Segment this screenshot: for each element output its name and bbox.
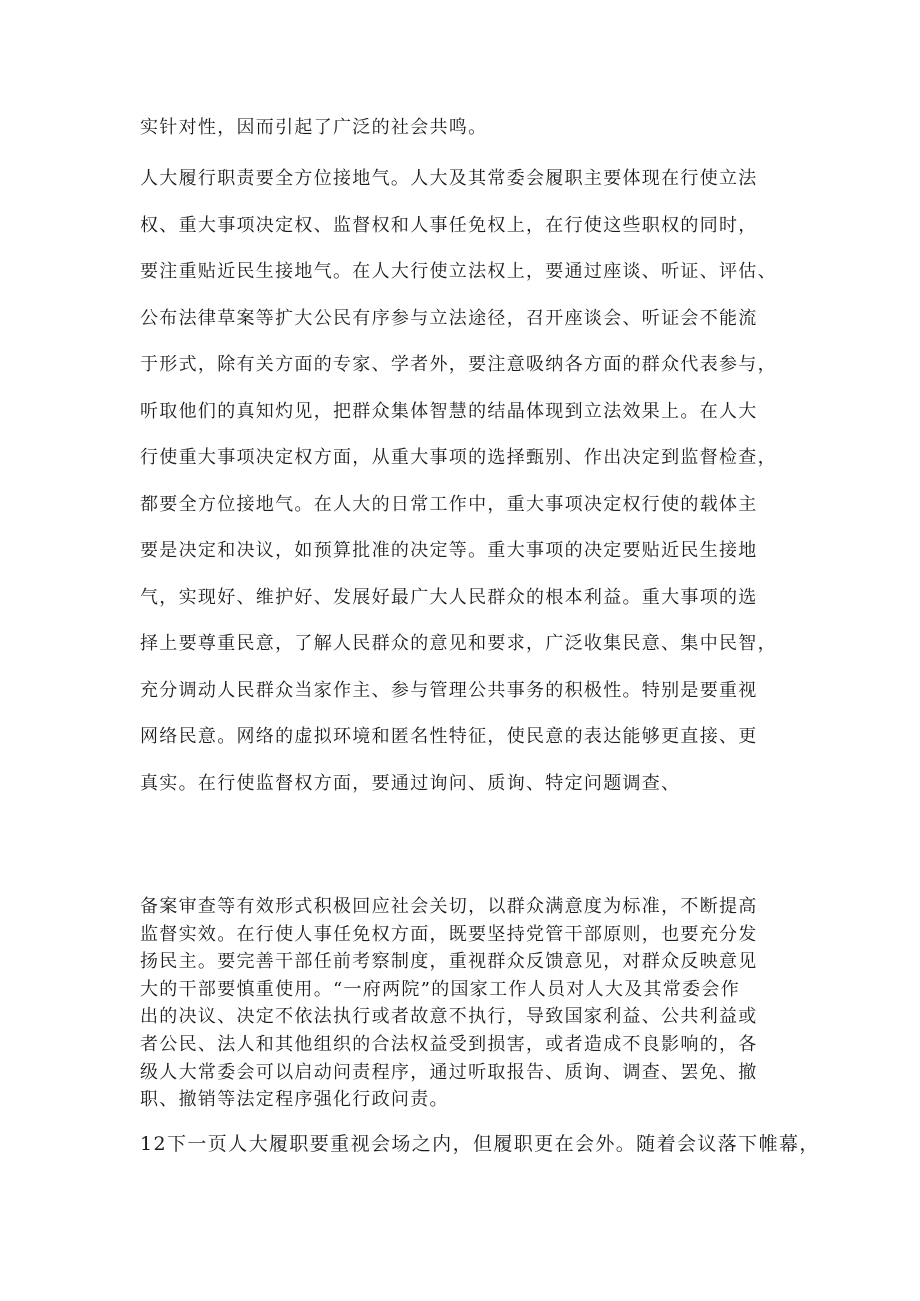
paragraph-line: 充分调动人民群众当家作主、参与管理公共事务的积极性。特别是要重视 xyxy=(140,679,758,701)
paragraph-line: 备案审查等有效形式积极回应社会关切，以群众满意度为标准，不断提高 xyxy=(140,896,758,917)
paragraph-line: 气，实现好、维护好、发展好最广大人民群众的根本利益。重大事项的选 xyxy=(140,586,758,608)
paragraph-line: 大的干部要慎重使用。“一府两院”的国家工作人员对人大及其常委会作 xyxy=(140,978,741,1000)
next-page-line: 12下一页人大履职要重视会场之内，但履职更在会外。随着会议落下帷幕， xyxy=(140,1132,820,1155)
paragraph-line: 监督实效。在行使人事任免权方面，既要坚持党管干部原则，也要充分发 xyxy=(140,923,758,945)
paragraph-line: 权、重大事项决定权、监督权和人事任免权上，在行使这些职权的同时， xyxy=(140,214,758,236)
page-1-text-block xyxy=(140,110,800,807)
paragraph-line: 择上要尊重民意，了解人民群众的意见和要求，广泛收集民意、集中民智， xyxy=(140,633,777,654)
main-paragraph xyxy=(140,156,800,807)
paragraph-line: 人大履行职责要全方位接地气。人大及其常委会履职主要体现在行使立法 xyxy=(140,168,758,189)
paragraph-line: 级人大常委会可以启动问责程序，通过听取报告、质询、调查、罢免、撤 xyxy=(140,1061,758,1083)
paragraph-line: 网络民意。网络的虚拟环境和匿名性特征，使民意的表达能够更直接、更 xyxy=(140,726,758,747)
paragraph-line: 都要全方位接地气。在人大的日常工作中，重大事项决定权行使的载体主 xyxy=(140,493,758,515)
paragraph-line: 扬民主。要完善干部任前考察制度，重视群众反馈意见，对群众反映意见 xyxy=(140,951,758,973)
paragraph-line: 要注重贴近民生接地气。在人大行使立法权上，要通过座谈、听证、评估、 xyxy=(140,261,777,282)
paragraph-line: 行使重大事项决定权方面，从重大事项的选择甄别、作出决定到监督检查， xyxy=(140,447,777,468)
paragraph-line: 公布法律草案等扩大公民有序参与立法途径，召开座谈会、听证会不能流 xyxy=(140,307,758,329)
page-2-text-block xyxy=(140,893,820,1159)
continuation-line: 实针对性，因而引起了广泛的社会共鸣。 xyxy=(140,117,488,138)
paragraph-line: 者公民、法人和其他组织的合法权益受到损害，或者造成不良影响的，各 xyxy=(140,1033,758,1055)
paragraph-line: 要是决定和决议，如预算批准的决定等。重大事项的决定要贴近民生接地 xyxy=(140,540,758,561)
paragraph-line: 出的决议、决定不依法执行或者故意不执行，导致国家利益、公共利益或 xyxy=(140,1006,758,1028)
paragraph-line: 听取他们的真知灼见，把群众集体智慧的结晶体现到立法效果上。在人大 xyxy=(140,400,758,422)
paragraph-line: 于形式，除有关方面的专家、学者外，要注意吸纳各方面的群众代表参与， xyxy=(140,354,777,375)
continued-paragraph xyxy=(140,893,800,1114)
paragraph-line: 职、撤销等法定程序强化行政问责。 xyxy=(140,1089,449,1111)
paragraph-line: 真实。在行使监督权方面，要通过询问、质询、特定问题调查、 xyxy=(140,772,681,794)
